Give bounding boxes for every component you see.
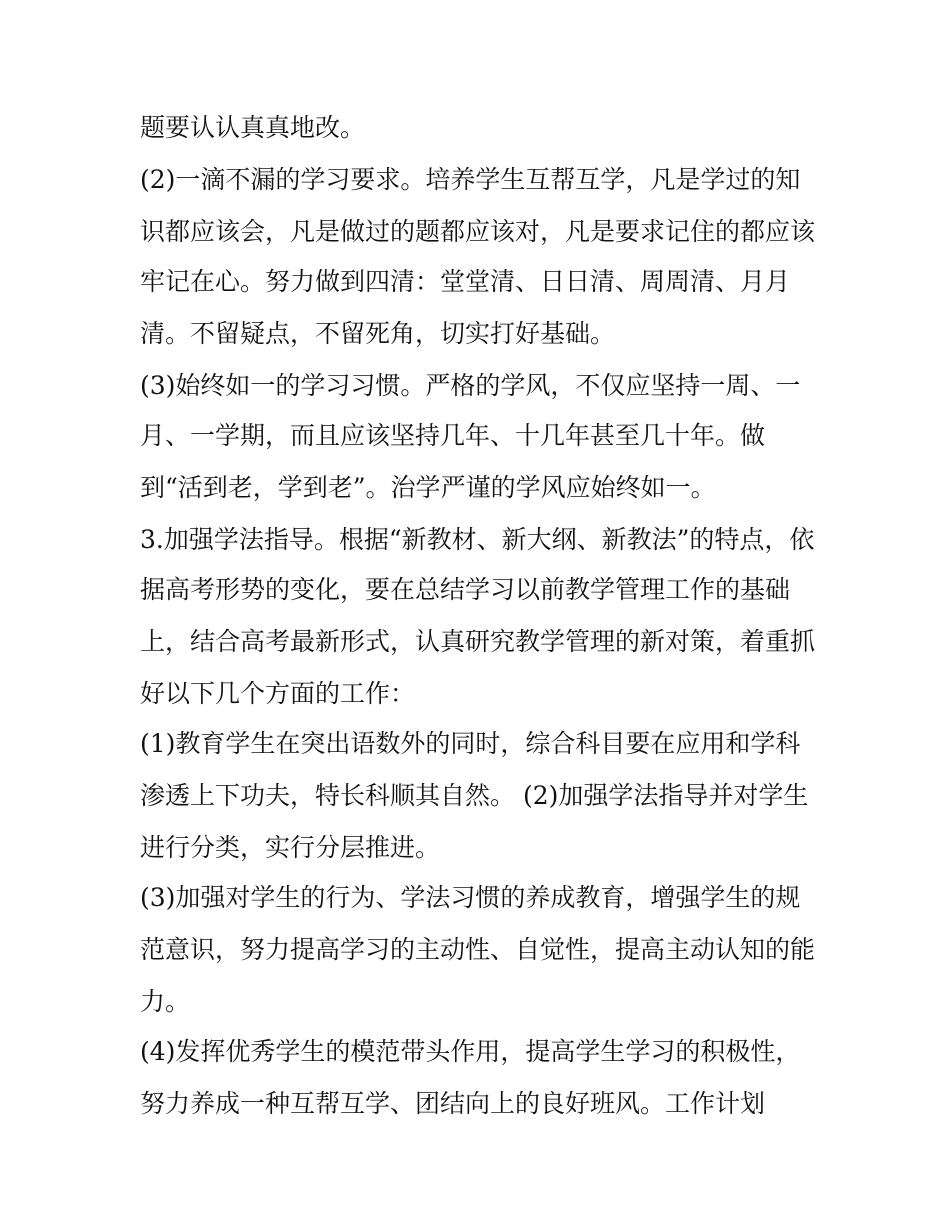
text-line: 清。不留疑点，不留死角，切实打好基础。 bbox=[140, 319, 616, 348]
text-line: 上，结合高考最新形式，认真研究教学管理的新对策，着重抓 bbox=[140, 627, 816, 656]
text-line: 到“活到老，学到老”。治学严谨的学风应始终如一。 bbox=[140, 473, 716, 502]
text-line: (3)始终如一的学习习惯。严格的学风，不仅应坚持一周、一 bbox=[140, 371, 801, 400]
text-line: 力。 bbox=[140, 987, 191, 1016]
text-line: 识都应该会，凡是做过的题都应该对，凡是要求记住的都应该 bbox=[140, 217, 816, 246]
text-line: (4)发挥优秀学生的模范带头作用，提高学生学习的积极性， bbox=[140, 1037, 801, 1066]
text-line: (2)一滴不漏的学习要求。培养学生互帮互学，凡是学过的知 bbox=[140, 165, 801, 194]
text-line: 好以下几个方面的工作： bbox=[140, 679, 416, 708]
text-line: 渗透上下功夫，特长科顺其自然。 (2)加强学法指导并对学生 bbox=[140, 781, 809, 810]
text-line: 月、一学期，而且应该坚持几年、十几年甚至几十年。做 bbox=[140, 421, 766, 450]
text-line: 牢记在心。努力做到四清：堂堂清、日日清、周周清、月月 bbox=[140, 267, 791, 296]
text-line: (3)加强对学生的行为、学法习惯的养成教育，增强学生的规 bbox=[140, 883, 801, 912]
text-line: 进行分类，实行分层推进。 bbox=[140, 833, 441, 862]
text-line: (1)教育学生在突出语数外的同时，综合科目要在应用和学科 bbox=[140, 729, 801, 758]
text-line: 据高考形势的变化，要在总结学习以前教学管理工作的基础 bbox=[140, 575, 791, 604]
text-line: 努力养成一种互帮互学、团结向上的良好班风。工作计划 bbox=[140, 1089, 766, 1118]
text-line: 题要认认真真地改。 bbox=[140, 113, 366, 142]
text-line: 3.加强学法指导。根据“新教材、新大纲、新教法”的特点，依 bbox=[140, 525, 815, 554]
text-line: 范意识，努力提高学习的主动性、自觉性，提高主动认知的能 bbox=[140, 935, 816, 964]
